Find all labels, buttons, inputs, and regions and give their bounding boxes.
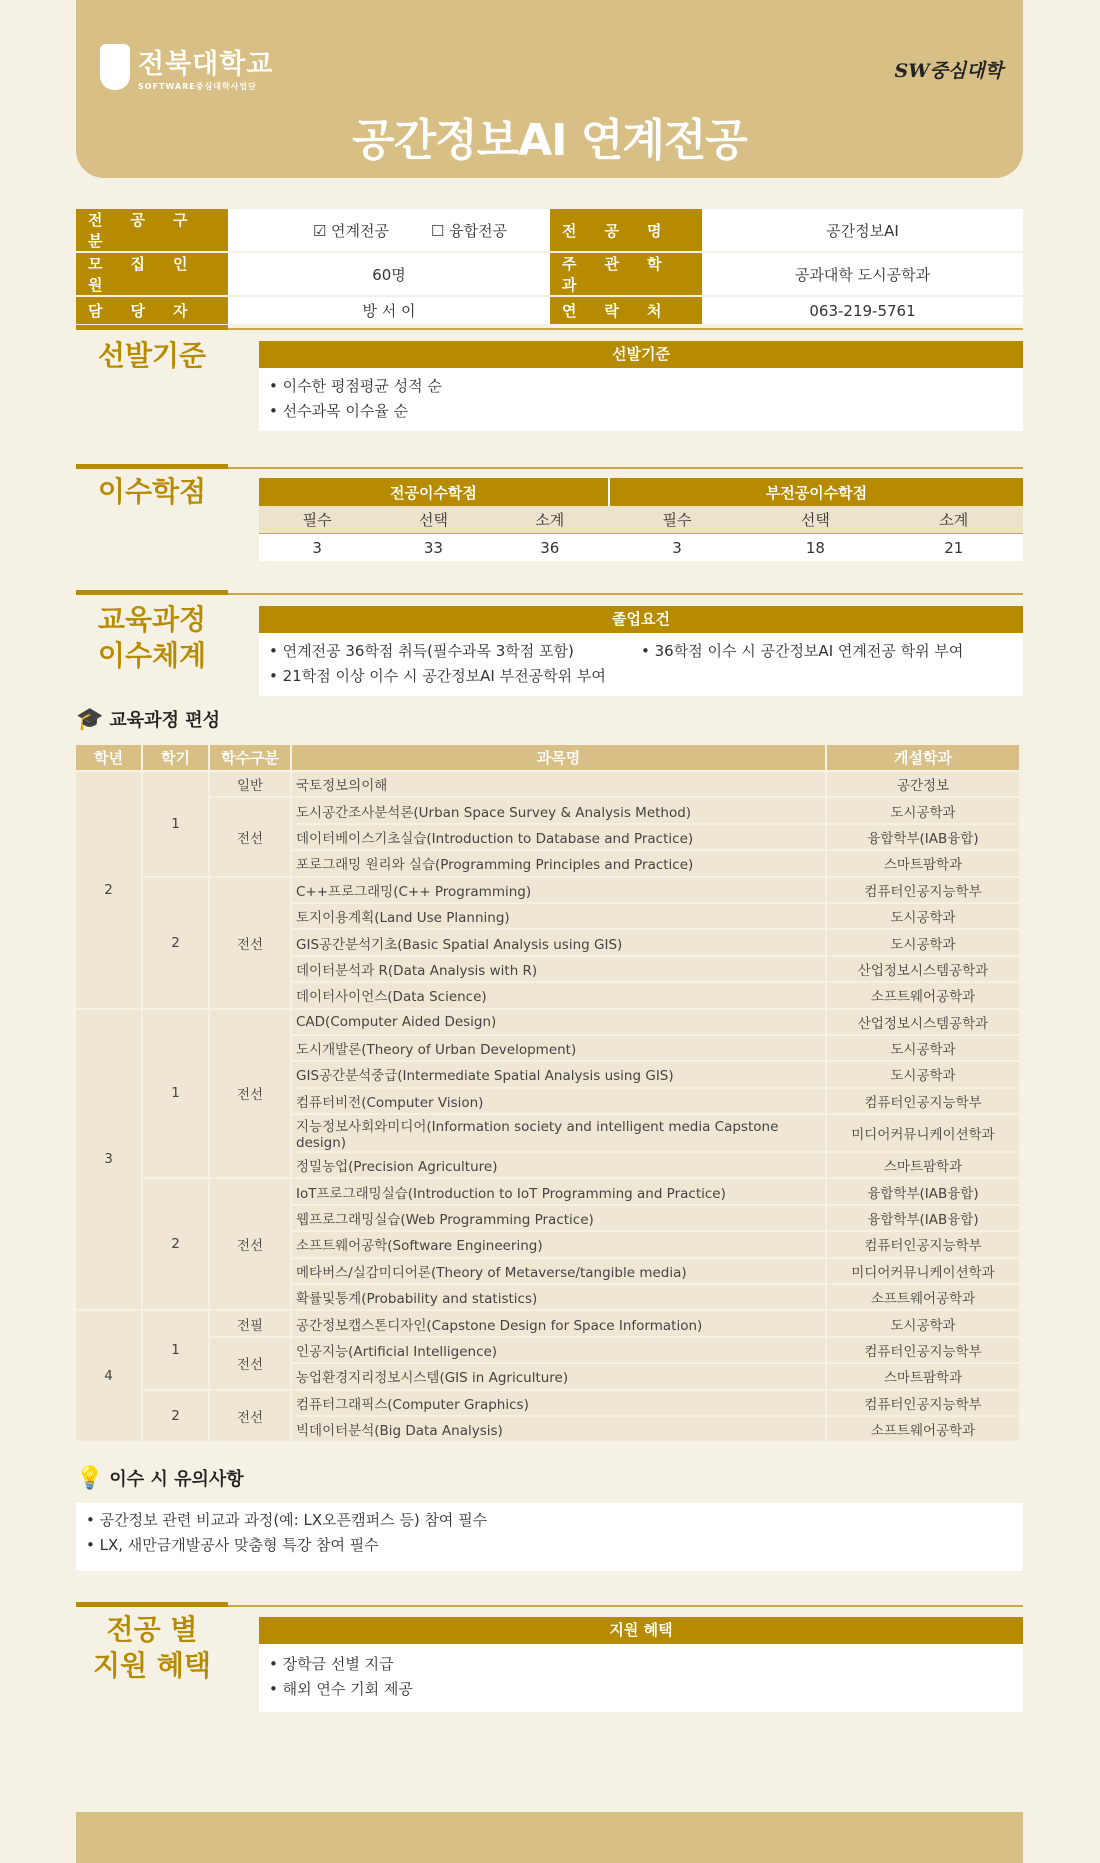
col-label: 필수 [608,506,746,533]
course-name-cell: 컴퓨터그래픽스(Computer Graphics) [292,1391,825,1415]
option-convergence: ☐ 융합전공 [430,221,508,240]
credit-value: 33 [375,533,491,561]
value: 방 서 이 [228,297,550,324]
department-cell: 소프트웨어공학과 [827,983,1019,1007]
selection-box [259,341,1023,431]
table-row [76,1179,1019,1203]
box-header: 지원 혜택 [259,1617,1023,1644]
value: 공과대학 도시공학과 [702,253,1023,295]
label: 전공구분 [76,209,228,251]
list-item: • 장학금 선별 지급 [269,1652,1013,1677]
department-cell: 공간정보 [827,772,1019,796]
department-cell: 스마트팜학과 [827,1364,1019,1388]
column-header: 학기 [143,745,208,770]
option-linked: ☑ 연계전공 [312,221,389,240]
course-type-cell: 일반 [210,772,290,796]
col-label: 필수 [259,506,375,533]
course-type-cell: 전선 [210,798,290,875]
credit-value: 3 [259,533,375,561]
page-title: 공간정보AI 연계전공 [352,115,747,166]
university-name: 전북대학교 [138,49,274,80]
department-cell: 도시공학과 [827,1062,1019,1086]
table-row [76,878,1019,902]
section-title-line: 지원 혜택 [93,1649,211,1682]
course-name-cell: 빅데이터분석(Big Data Analysis) [292,1417,825,1441]
course-type-cell: 전선 [210,1179,290,1309]
value: 60명 [228,253,550,295]
semester-cell: 2 [143,878,208,1008]
course-type-cell: 전선 [210,1338,290,1389]
course-name-cell: GIS공간분석기초(Basic Spatial Analysis using GIS) [292,930,825,954]
label: 담당자 [76,297,228,324]
section-title-line: 이수체계 [97,639,207,672]
table-row [76,798,1019,822]
department-cell: 도시공학과 [827,930,1019,954]
course-name-cell: CAD(Computer Aided Design) [292,1010,825,1034]
curriculum-heading [76,706,220,732]
list-item: • 이수한 평점평균 성적 순 [269,374,1013,399]
heading-text: 교육과정 편성 [109,710,221,731]
notes-heading [76,1465,244,1491]
course-name-cell: 웹프로그래밍실습(Web Programming Practice) [292,1206,825,1230]
credit-value: 3 [608,533,746,561]
department-cell: 컴퓨터인공지능학부 [827,1391,1019,1415]
section-title-line: 교육과정 [97,603,207,636]
course-name-cell: 도시개발론(Theory of Urban Development) [292,1036,825,1060]
table-row [76,772,1019,796]
list-item: • LX, 새만금개발공사 맞춤형 특강 참여 필수 [86,1533,1013,1558]
box-header: 졸업요건 [259,606,1023,633]
course-name-cell: 도시공간조사분석론(Urban Space Survey & Analysis Method) [292,798,825,822]
department-cell: 컴퓨터인공지능학부 [827,1338,1019,1362]
course-type-cell: 전선 [210,1391,290,1442]
department-cell: 산업정보시스템공학과 [827,957,1019,981]
department-cell: 소프트웨어공학과 [827,1417,1019,1441]
section-title: 선발기준 [97,339,207,372]
course-name-cell: 컴퓨터비전(Computer Vision) [292,1089,825,1113]
label: 전공명 [550,209,702,251]
list-item: • 해외 연수 기회 제공 [269,1677,1013,1702]
org-name: SOFTWARE중심대학사업단 [138,82,257,91]
university-emblem-icon [100,44,130,90]
col-label: 소계 [885,506,1023,533]
course-name-cell: 지능정보사회와미디어(Information society and intelligent media Capstone design) [292,1115,825,1151]
label: 모집인원 [76,253,228,295]
section-title [76,602,228,674]
course-type-cell: 전선 [210,878,290,1008]
col-label: 소계 [492,506,608,533]
value: 063-219-5761 [702,297,1023,324]
value: 공간정보AI [702,209,1023,251]
credits-table [259,478,1023,561]
section-title: 이수학점 [97,475,207,508]
column-header: 학수구분 [210,745,290,770]
department-cell: 융합학부(IAB융합) [827,825,1019,849]
university-logo [100,42,273,92]
department-cell: 미디어커뮤니케이션학과 [827,1115,1019,1151]
label: 연락처 [550,297,702,324]
semester-cell: 1 [143,772,208,876]
divider [76,328,1023,330]
course-name-cell: 인공지능(Artificial Intelligence) [292,1338,825,1362]
column-header: 과목명 [292,745,825,770]
course-name-cell: 토지이용계획(Land Use Planning) [292,904,825,928]
course-name-cell: 데이터사이언스(Data Science) [292,983,825,1007]
course-name-cell: C++프로그래밍(C++ Programming) [292,878,825,902]
department-cell: 도시공학과 [827,1311,1019,1335]
curriculum-table [74,743,1021,1443]
course-name-cell: 소프트웨어공학(Software Engineering) [292,1232,825,1256]
sw-logo: SW중심대학 [894,60,1003,82]
department-cell: 컴퓨터인공지능학부 [827,1232,1019,1256]
list-item: • 공간정보 관련 비교과 과정(예: LX오픈캠퍼스 등) 참여 필수 [86,1508,1013,1533]
lightbulb-icon: 💡 [76,1465,104,1491]
course-name-cell: 국토정보의이해 [292,772,825,796]
semester-cell: 1 [143,1010,208,1178]
department-cell: 도시공학과 [827,798,1019,822]
major-credits-header: 전공이수학점 [259,478,608,506]
label: 주관학과 [550,253,702,295]
credit-value: 36 [492,533,608,561]
course-name-cell: GIS공간분석중급(Intermediate Spatial Analysis using GIS) [292,1062,825,1086]
semester-cell: 2 [143,1179,208,1309]
graduation-cap-icon: 🎓 [76,706,104,732]
column-header: 학년 [76,745,141,770]
credit-value: 21 [885,533,1023,561]
header-banner [76,0,1023,178]
course-type-cell: 전필 [210,1311,290,1335]
department-cell: 스마트팜학과 [827,851,1019,875]
course-name-cell: 공간정보캡스톤디자인(Capstone Design for Space Information) [292,1311,825,1335]
course-name-cell: 포로그래밍 원리와 실습(Programming Principles and Practice) [292,851,825,875]
department-cell: 스마트팜학과 [827,1153,1019,1177]
department-cell: 미디어커뮤니케이션학과 [827,1259,1019,1283]
table-row [76,1311,1019,1335]
col-label: 선택 [746,506,884,533]
box-header: 선발기준 [259,341,1023,368]
table-row [76,1338,1019,1362]
list-item: • 선수과목 이수율 순 [269,399,1013,424]
divider [76,467,1023,469]
heading-text: 이수 시 유의사항 [109,1469,244,1490]
course-name-cell: 메타버스/실감미디어론(Theory of Metaverse/tangible media) [292,1259,825,1283]
table-row [76,1010,1019,1034]
section-title-line: 전공 별 [106,1613,198,1646]
department-cell: 도시공학과 [827,904,1019,928]
type-options [228,209,550,251]
year-cell: 4 [76,1311,141,1441]
course-name-cell: 데이터분석과 R(Data Analysis with R) [292,957,825,981]
course-name-cell: IoT프로그래밍실습(Introduction to IoT Programming and Practice) [292,1179,825,1203]
credit-value: 18 [746,533,884,561]
course-type-cell: 전선 [210,1010,290,1178]
department-cell: 소프트웨어공학과 [827,1285,1019,1309]
course-name-cell: 데이터베이스기초실습(Introduction to Database and Practice) [292,825,825,849]
course-name-cell: 정밀농업(Precision Agriculture) [292,1153,825,1177]
year-cell: 2 [76,772,141,1008]
department-cell: 도시공학과 [827,1036,1019,1060]
notes-box [76,1503,1023,1571]
list-item: • 36학점 이수 시 공간정보AI 연계전공 학위 부여 [641,639,1013,664]
section-title [76,1612,228,1684]
divider [76,1605,1023,1607]
course-name-cell: 확률및통계(Probability and statistics) [292,1285,825,1309]
course-name-cell: 농업환경지리정보시스템(GIS in Agriculture) [292,1364,825,1388]
support-box [259,1617,1023,1712]
graduation-box [259,606,1023,696]
info-table [76,207,1023,326]
col-label: 선택 [375,506,491,533]
department-cell: 융합학부(IAB융합) [827,1179,1019,1203]
semester-cell: 2 [143,1391,208,1442]
list-item: • 21학점 이상 이수 시 공간정보AI 부전공학위 부여 [269,664,641,689]
table-row [76,1391,1019,1415]
list-item: • 연계전공 36학점 취득(필수과목 3학점 포함) [269,639,641,664]
department-cell: 산업정보시스템공학과 [827,1010,1019,1034]
divider [76,593,1023,595]
department-cell: 컴퓨터인공지능학부 [827,878,1019,902]
year-cell: 3 [76,1010,141,1310]
minor-credits-header: 부전공이수학점 [608,478,1023,506]
column-header: 개설학과 [827,745,1019,770]
semester-cell: 1 [143,1311,208,1388]
footer-bar [76,1812,1023,1863]
department-cell: 컴퓨터인공지능학부 [827,1089,1019,1113]
department-cell: 융합학부(IAB융합) [827,1206,1019,1230]
